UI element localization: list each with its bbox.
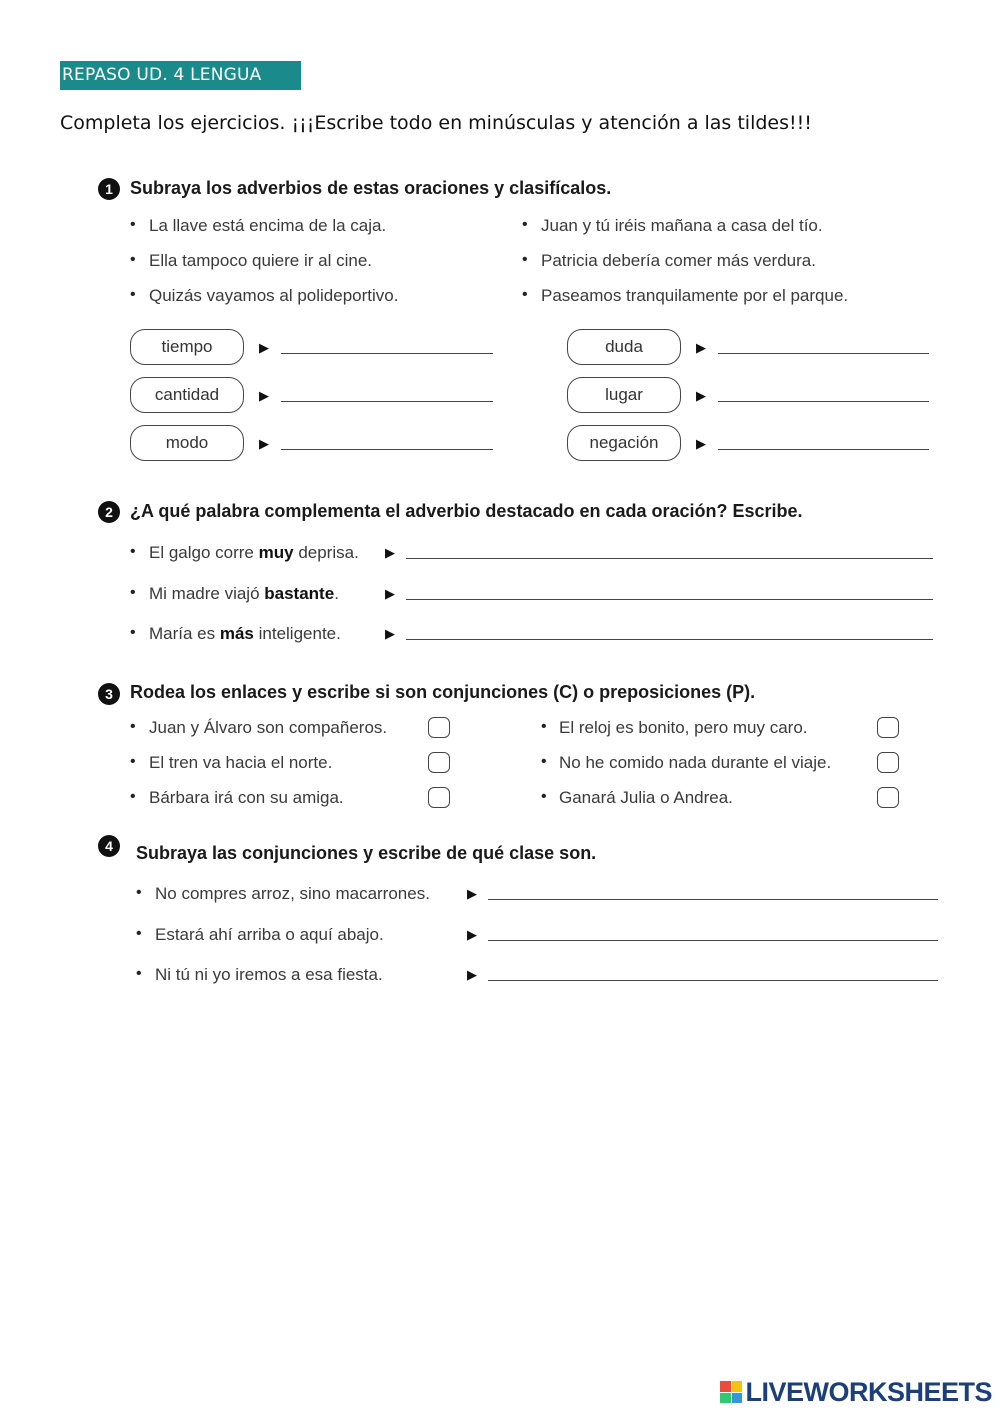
ex3-sentence: No he comido nada durante el viaje. [559,753,832,772]
ex3-sentence: Ganará Julia o Andrea. [559,788,733,807]
category-label-negacion: negación [567,425,681,461]
ex1-sentence: Patricia debería comer más verdura. [541,251,816,270]
bullet-icon: • [136,925,142,942]
answer-input-duda[interactable] [718,353,929,354]
ex3-answer-box[interactable] [428,717,450,738]
category-label-modo: modo [130,425,244,461]
bullet-icon: • [136,965,142,982]
category-label-cantidad: cantidad [130,377,244,413]
bullet-icon: • [130,584,136,601]
arrow-right-icon: ▶ [259,340,269,355]
arrow-right-icon: ▶ [696,436,706,451]
exercise-4-number: 4 [98,835,120,857]
exercise-2-title: ¿A qué palabra complementa el adverbio destacado en cada oración? Escribe. [130,501,803,521]
arrow-right-icon: ▶ [467,886,477,901]
bullet-icon: • [130,753,136,770]
bullet-icon: • [136,884,142,901]
exercise-4-title: Subraya las conjunciones y escribe de qué clase son. [136,843,597,863]
ex1-sentence: Juan y tú iréis mañana a casa del tío. [541,216,823,235]
arrow-right-icon: ▶ [467,967,477,982]
ex4-sentence: Ni tú ni yo iremos a esa fiesta. [155,965,383,984]
ex3-sentence: Bárbara irá con su amiga. [149,788,344,807]
ex1-sentence: Paseamos tranquilamente por el parque. [541,286,849,305]
bullet-icon: • [130,216,136,233]
category-label-duda: duda [567,329,681,365]
ex2-answer-input[interactable] [406,558,933,559]
ex2-answer-input[interactable] [406,599,933,600]
exercise-1-number: 1 [98,178,120,200]
liveworksheets-logo [720,1376,992,1408]
bullet-icon: • [130,251,136,268]
ex1-sentence: La llave está encima de la caja. [149,216,387,235]
bullet-icon: • [541,788,547,805]
ex3-answer-box[interactable] [428,787,450,808]
bullet-icon: • [541,753,547,770]
category-label-lugar: lugar [567,377,681,413]
ex4-answer-input[interactable] [488,899,938,900]
arrow-right-icon: ▶ [259,388,269,403]
bullet-icon: • [130,286,136,303]
ex3-answer-box[interactable] [428,752,450,773]
ex4-sentence: No compres arroz, sino macarrones. [155,884,430,903]
worksheet-tag: REPASO UD. 4 LENGUA [60,61,301,90]
liveworksheets-logo-icon [720,1381,742,1403]
ex4-sentence: Estará ahí arriba o aquí abajo. [155,925,384,944]
arrow-right-icon: ▶ [696,340,706,355]
ex2-sentence: María es más inteligente. [149,624,341,643]
ex3-answer-box[interactable] [877,717,899,738]
category-label-tiempo: tiempo [130,329,244,365]
arrow-right-icon: ▶ [385,626,395,641]
bullet-icon: • [130,788,136,805]
ex3-sentence: El reloj es bonito, pero muy caro. [559,718,808,737]
bullet-icon: • [130,718,136,735]
exercise-3-title: Rodea los enlaces y escribe si son conjunciones (C) o preposiciones (P). [130,682,756,702]
ex3-answer-box[interactable] [877,752,899,773]
ex2-answer-input[interactable] [406,639,933,640]
ex2-sentence: El galgo corre muy deprisa. [149,543,359,562]
ex4-answer-input[interactable] [488,980,938,981]
ex3-sentence: El tren va hacia el norte. [149,753,333,772]
arrow-right-icon: ▶ [259,436,269,451]
instructions: Completa los ejercicios. ¡¡¡Escribe todo en minúsculas y atención a las tildes!!! [60,112,812,134]
bullet-icon: • [130,624,136,641]
answer-input-tiempo[interactable] [281,353,493,354]
arrow-right-icon: ▶ [467,927,477,942]
exercise-3-number: 3 [98,683,120,705]
answer-input-modo[interactable] [281,449,493,450]
ex3-sentence: Juan y Álvaro son compañeros. [149,718,388,737]
exercise-1-title: Subraya los adverbios de estas oraciones y clasifícalos. [130,178,612,198]
answer-input-lugar[interactable] [718,401,929,402]
bullet-icon: • [522,251,528,268]
ex2-sentence: Mi madre viajó bastante. [149,584,339,603]
answer-input-negacion[interactable] [718,449,929,450]
bullet-icon: • [541,718,547,735]
ex4-answer-input[interactable] [488,940,938,941]
arrow-right-icon: ▶ [696,388,706,403]
answer-input-cantidad[interactable] [281,401,493,402]
ex1-sentence: Ella tampoco quiere ir al cine. [149,251,373,270]
exercise-2-number: 2 [98,501,120,523]
arrow-right-icon: ▶ [385,586,395,601]
brand-name: LIVEWORKSHEETS [745,1376,992,1407]
bullet-icon: • [130,543,136,560]
bullet-icon: • [522,286,528,303]
bullet-icon: • [522,216,528,233]
ex3-answer-box[interactable] [877,787,899,808]
arrow-right-icon: ▶ [385,545,395,560]
ex1-sentence: Quizás vayamos al polideportivo. [149,286,399,305]
